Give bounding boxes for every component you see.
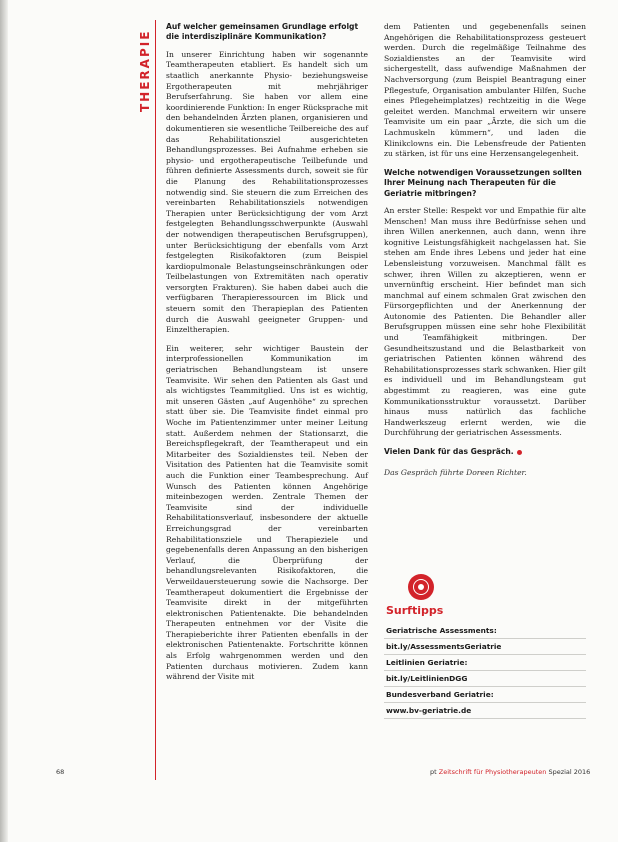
answer-paragraph-1: In unserer Einrichtung haben wir sogenannte Teamtherapeuten etabliert. Es handelt sich um staatlich anerkannte Physio- beziehungsweise Ergotherapeuten mit mehrjähriger Berufserfahrung. Sie haben vor allem eine koordinierende Funktion: In enger Rücksprache mit den behandelnden Ärzten planen, organisieren und dokumentieren sie wesentliche Teilbereiche des auf das Rehabilitationsziel ausgerichteten Behandlungsprozesses. Bei Aufnahme erheben sie physio- und ergotherapeutische Teilbefunde und führen definierte Assessments durch, soweit sie für die Planung des Rehabilitationsprozesses notwendig sind. Sie steuern die zum Erreichen des vereinbarten Rehabilitationsziels notwendigen Therapien unter Berücksichtigung der vom Arzt festgelegten Behandlungsschwerpunkte (Auswahl der notwendigen therapeutischen Berufsgruppen), unter Berücksichtigung der ebenfalls vom Arzt festgelegten Risikofaktoren (zum Beispiel kardiopulmonale Belastungseinschränkungen oder Teilbelastungen von Extremitäten nach operativ versorgten Frakturen). Sie haben dabei auch die verfügbaren Therapieressourcen im Blick und steuern somit den Therapieplan des Patienten durch die Auswahl geeigneter Gruppen- und Einzeltherapien. bbox=[166, 49, 368, 335]
surftipp-link[interactable]: bit.ly/AssessmentsGeriatrie bbox=[384, 639, 586, 655]
closing-thanks bbox=[384, 447, 586, 458]
footer-logo-text: pt bbox=[430, 768, 437, 776]
footer-publication-name: Zeitschrift für Physiotherapeuten bbox=[438, 768, 547, 776]
answer-paragraph-2: Ein weiterer, sehr wichtiger Baustein der interprofessionellen Kommunikation im geriatrischen Behandlungsteam ist unsere Teamvisite. Wir sehen den Patienten als Gast und als wichtigstes Teammitglied. Uns ist es wichtig, mit unseren Gästen „auf Augenhöhe“ zu sprechen statt über sie. Die Teamvisite findet einmal pro Woche im Patientenzimmer unter meiner Leitung statt. Außerdem nehmen der Stationsarzt, die Bereichspflegekraft, der Teamtherapeut und ein Mitarbeiter des Sozialdienstes teil. Neben der Visitation des Patienten hat die Teamvisite somit auch die Funktion einer Teambesprechung. Auf Wunsch des Patienten können Angehörige miteinbezogen werden. Zentrale Themen der Teamvisite sind der individuelle Rehabilitationsverlauf, insbesondere der aktuelle Erreichungsgrad der vereinbarten Rehabilitationsziele und Therapieziele und gegebenenfalls deren Anpassung an den bisherigen Verlauf, die Überprüfung der behandlungsrelevanten Risikofaktoren, die Verweildauersteuerung sowie die Nachsorge. Der Teamtherapeut dokumentiert die Ergebnisse der Teamvisite direkt in der mitgeführten elektronischen Patientenakte. Die behandelnden Therapeuten entnehmen vor der Visite die Therapieberichte ihrer Patienten ebenfalls in der elektronischen Patientenakte. Fortschritte können als Erfolg wahrgenommen werden und den Patienten durchaus motivieren. Zudem kann während der Visite mit bbox=[166, 343, 368, 682]
end-mark-icon bbox=[517, 450, 522, 455]
surftipp-label: Geriatrische Assessments: bbox=[384, 623, 586, 639]
page-spine-shadow bbox=[0, 0, 8, 842]
target-icon-center bbox=[418, 584, 424, 590]
closing-thanks-text: Vielen Dank für das Gespräch. bbox=[384, 447, 514, 456]
interview-question-1: Auf welcher gemeinsamen Grundlage erfolgt die interdisziplinäre Kommunikation? bbox=[166, 22, 359, 42]
surftipps-box bbox=[384, 574, 586, 719]
section-label: THERAPIE bbox=[138, 29, 152, 112]
surftipp-label: Leitlinien Geriatrie: bbox=[384, 655, 586, 671]
interview-credit: Das Gespräch führte Doreen Richter. bbox=[384, 467, 527, 477]
surftipp-link[interactable]: bit.ly/LeitlinienDGG bbox=[384, 671, 586, 687]
answer-paragraph-3: An erster Stelle: Respekt vor und Empathie für alte Menschen! Man muss ihre Bedürfnisse sehen und ihren Willen anerkennen, auch dann, wenn ihre kognitive Leistungsfähigkeit nachgelassen hat. Sie stehen am Ende ihres Lebens und jeder hat eine Lebensleistung vorzuweisen. Manchmal fällt es schwer, ihren Willen zu akzeptieren, wenn er unvernünftig erscheint. Hier befindet man sich manchmal auf einem schmalen Grat zwischen den Fürsorgepflichten und der Anerkennung der Autonomie des Patienten. Die Behandler aller Berufsgruppen müssen eine sehr hohe Flexibilität und Teamfähigkeit mitbringen. Der Gesundheitszustand und die Belastbarkeit von geriatrischen Patienten können während des Rehabilitationsprozesses stark schwanken. Hier gilt es individuell und im Behandlungsteam gut abgestimmt zu reagieren, was eine gute Kommunikationsstruktur voraussetzt. Darüber hinaus muss natürlich das fachliche Handwerkszeug erlernt werden, wie die Durchführung der geriatrischen Assessments. bbox=[384, 205, 586, 438]
footer-issue: Spezial 2016 bbox=[548, 768, 591, 776]
target-icon bbox=[408, 574, 434, 600]
footer-publication bbox=[430, 768, 590, 776]
answer-continuation: dem Patienten und gegebenenfalls seinen Angehörigen die Rehabilitationsprozess gesteuert werden. Durch die regelmäßige Teilnahme des Sozialdienstes an der Teamvisite wird sichergestellt, dass aufwendige Maßnahmen der Nachversorgung (zum Beispiel Beantragung einer Pflegestufe, Organisation ambulanter Hilfen, Suche eines Pflegeheimplatzes) rechtzeitig in die Wege geleitet werden. Manchmal erweitern wir unsere Teamvisite um ein paar „Ärzte, die sich um die Lachmuskeln kümmern“, und laden die Klinikclowns ein. Die Lebensfreude der Patienten zu stärken, ist für uns eine Herzensangelegenheit. bbox=[384, 22, 586, 159]
surftipp-label: Bundesverband Geriatrie: bbox=[384, 687, 586, 703]
section-rule bbox=[155, 20, 156, 780]
page-number-left: 68 bbox=[56, 768, 65, 776]
right-column bbox=[384, 22, 586, 478]
left-column bbox=[166, 22, 368, 691]
interview-question-2: Welche notwendigen Voraussetzungen sollten Ihrer Meinung nach Therapeuten für die Geriatrie mitbringen? bbox=[384, 167, 582, 198]
surftipps-list bbox=[384, 623, 586, 719]
surftipp-link[interactable]: www.bv-geriatrie.de bbox=[384, 703, 586, 719]
surftipps-title: Surftipps bbox=[386, 604, 444, 617]
